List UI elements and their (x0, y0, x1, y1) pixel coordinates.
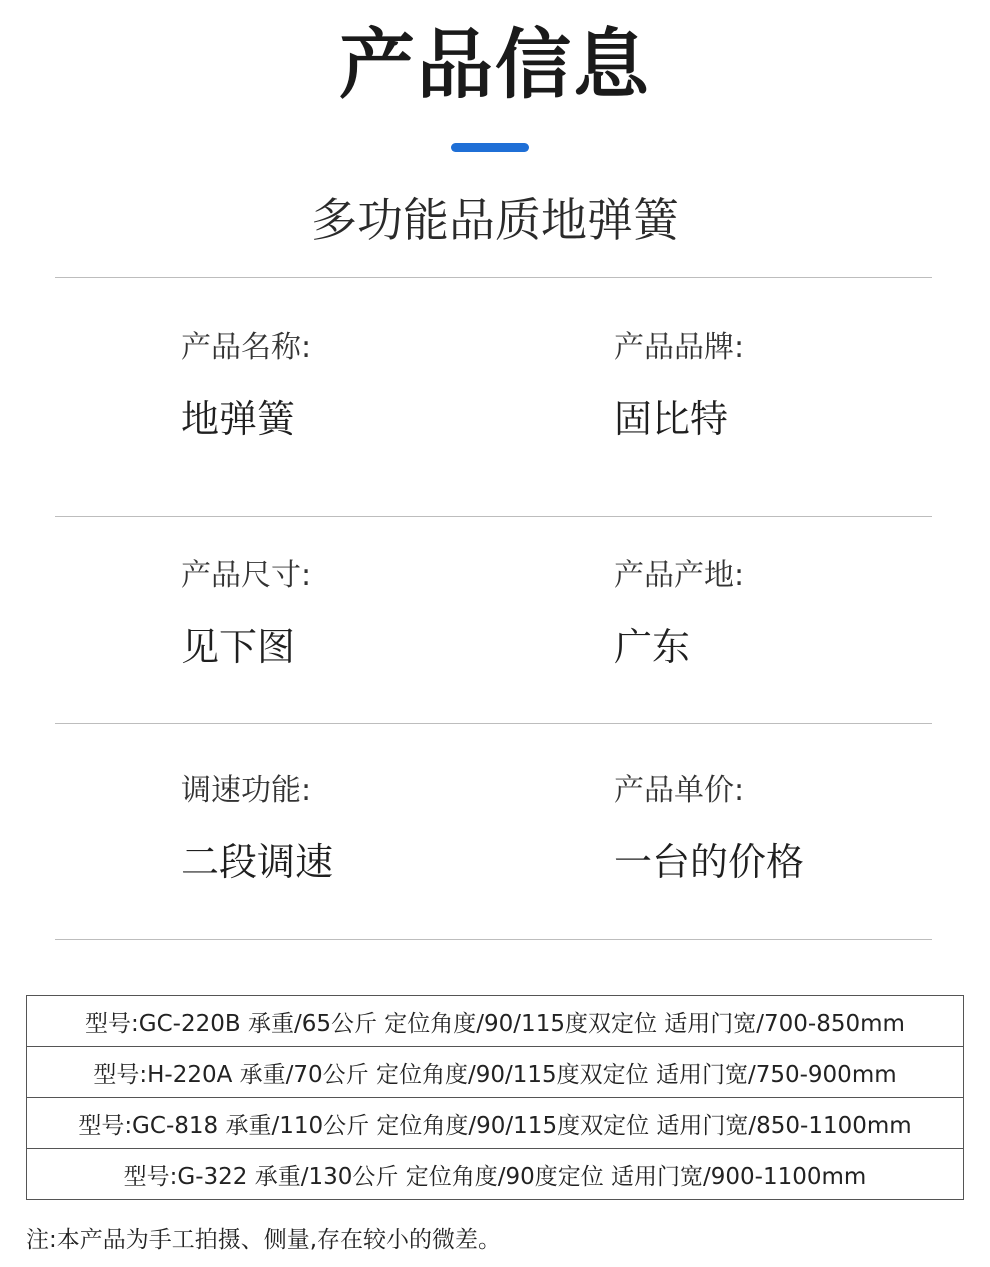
info-value: 二段调速 (181, 840, 334, 884)
divider (55, 723, 932, 724)
info-label: 产品名称: (181, 330, 312, 365)
page-subtitle: 多功能品质地弹簧 (311, 193, 679, 247)
info-product-name (181, 328, 311, 444)
info-product-brand (614, 328, 744, 444)
info-value: 地弹簧 (181, 397, 296, 441)
info-value: 广东 (614, 625, 691, 669)
spec-row: 型号:GC-818 承重/110公斤 定位角度/90/115度双定位 适用门宽/850-1100mm (27, 1098, 963, 1149)
info-value: 见下图 (181, 625, 296, 669)
spec-table (26, 995, 964, 1200)
spec-row: 型号:GC-220B 承重/65公斤 定位角度/90/115度双定位 适用门宽/700-850mm (27, 996, 963, 1047)
divider (55, 939, 932, 940)
info-label: 调速功能: (181, 773, 312, 808)
footnote: 注:本产品为手工拍摄、侧量,存在较小的微差。 (26, 1227, 502, 1253)
info-product-origin (614, 556, 744, 672)
info-label: 产品单价: (614, 773, 745, 808)
spec-row: 型号:G-322 承重/130公斤 定位角度/90度定位 适用门宽/900-1100mm (123, 1163, 867, 1190)
spec-row: 型号:H-220A 承重/70公斤 定位角度/90/115度双定位 适用门宽/750-900mm (27, 1047, 963, 1098)
page-title: 产品信息 (339, 20, 651, 109)
info-label: 产品品牌: (614, 330, 745, 365)
info-value: 一台的价格 (614, 840, 805, 884)
info-label: 产品产地: (614, 558, 745, 593)
info-value: 固比特 (614, 397, 729, 441)
info-unit-price (614, 771, 804, 887)
info-label: 产品尺寸: (181, 558, 312, 593)
title-accent-bar (451, 143, 529, 152)
divider (55, 516, 932, 517)
divider (55, 277, 932, 278)
info-speed-function (181, 771, 333, 887)
info-product-size (181, 556, 311, 672)
